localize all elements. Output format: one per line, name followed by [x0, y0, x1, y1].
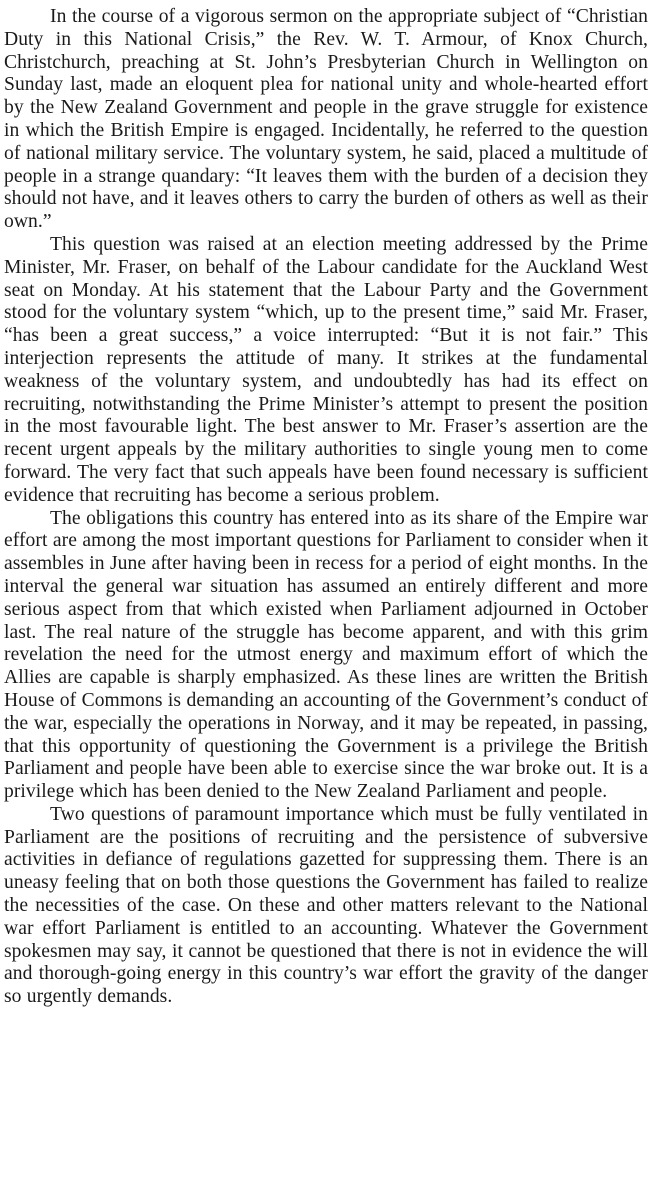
paragraph-parliament-obligations: The obligations this country has entered into as its share of the Empire war effort are among the most important questions for Parliament to consider when it assembles in June after having been in recess for a period of eight months. In the interval the general war situation has assumed an entirely different and more serious aspect from that which existed when Parliament adjourned in October last. The real nature of the struggle has become apparent, and with this grim revelation the need for the utmost energy and maximum effort of which the Allies are capable is sharply emphasized. As these lines are written the British House of Commons is demanding an accounting of the Government’s conduct of the war, especially the operations in Norway, and it may be repeated, in passing, that this opportunity of questioning the Government is a privilege the British Parliament and people have been able to exercise since the war broke out. It is a privilege which has been denied to the New Zealand Parliament and people.: [4, 507, 648, 803]
editorial-article: [4, 6, 648, 1009]
paragraph-fraser-meeting: This question was raised at an election meeting addressed by the Prime Minister, Mr. Fraser, on behalf of the Labour candidate for the Auckland West seat on Monday. At his statement that the Labour Party and the Government stood for the voluntary system “which, up to the present time,” said Mr. Fraser, “has been a great success,” a voice interrupted: “But it is not fair.” This interjection represents the attitude of many. It strikes at the fundamental weakness of the voluntary system, and undoubtedly has had its effect on recruiting, notwithstanding the Prime Minister’s attempt to present the position in the most favourable light. The best answer to Mr. Fraser’s assertion are the recent urgent appeals by the military authorities to single young men to come forward. The very fact that such appeals have been found necessary is sufficient evidence that recruiting has become a serious problem.: [4, 233, 648, 506]
paragraph-two-questions: Two questions of paramount importance which must be fully ventilated in Parliament are the positions of recruiting and the persistence of subversive activities in defiance of regulations gazetted for suppressing them. There is an uneasy feeling that on both those questions the Government has failed to realize the necessities of the case. On these and other matters relevant to the National war effort Parliament is entitled to an accounting. Whatever the Government spokesmen may say, it cannot be questioned that there is not in evidence the will and thorough-going energy in this country’s war effort the gravity of the danger so urgently demands.: [4, 803, 648, 1008]
paragraph-armour-sermon: In the course of a vigorous sermon on the appropriate subject of “Christian Duty in this National Crisis,” the Rev. W. T. Armour, of Knox Church, Christchurch, preaching at St. John’s Presbyterian Church in Wellington on Sunday last, made an eloquent plea for national unity and whole-hearted effort by the New Zealand Government and people in the grave struggle for existence in which the British Empire is engaged. Incidentally, he referred to the question of national military service. The voluntary system, he said, placed a multitude of people in a strange quandary: “It leaves them with the burden of a decision they should not have, and it leaves others to carry the burden of others as well as their own.”: [4, 6, 648, 233]
